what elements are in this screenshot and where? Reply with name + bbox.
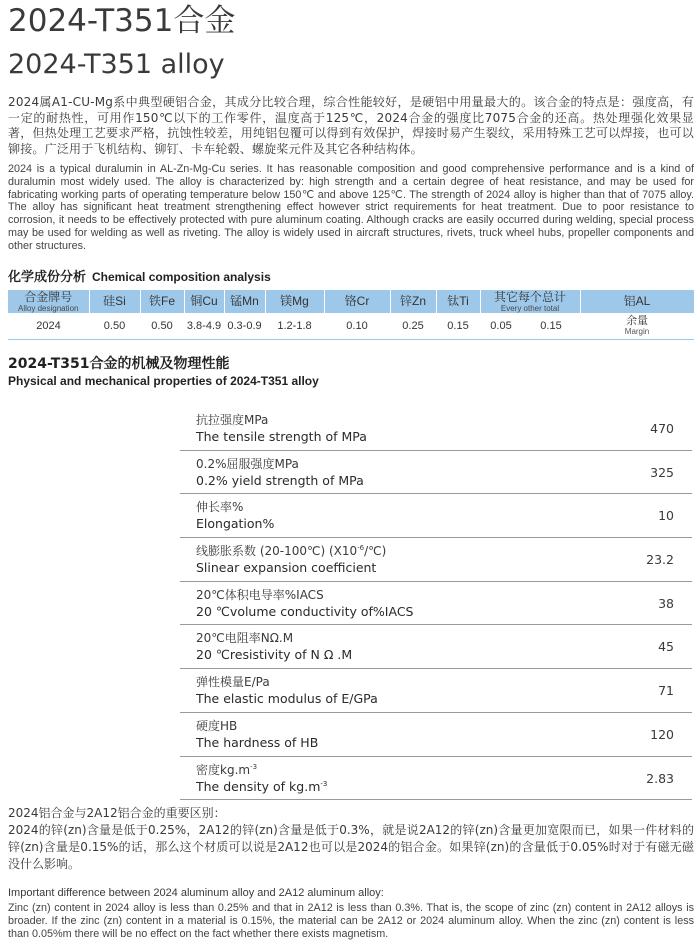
list-item xyxy=(180,407,692,451)
chem-cell-al-en: Margin xyxy=(624,327,650,336)
mech-title-en: Physical and mechanical properties of 2024-T351 alloy xyxy=(8,374,319,388)
prop-value: 325 xyxy=(650,464,674,480)
chem-header-mn: 锰Mn xyxy=(224,290,265,313)
list-item xyxy=(180,538,692,582)
prop-label-en: 20 ℃volume conductivity of%IACS xyxy=(196,603,414,619)
chem-header-other-cn: 其它每个总计 xyxy=(494,289,567,304)
prop-label-cn-main: 线膨胀系数 (20-100℃) (X10 xyxy=(196,544,358,559)
prop-label-en: 20 ℃resistivity of N Ω .M xyxy=(196,647,353,663)
chem-header-alloy xyxy=(8,290,89,313)
prop-label-en: Elongation% xyxy=(196,516,275,532)
prop-label-en xyxy=(196,779,327,794)
chem-cell-al-cn: 余量 xyxy=(626,315,649,327)
chem-cell-alloy: 2024 xyxy=(8,313,89,340)
prop-label-cn: 0.2%屈服强度MPa xyxy=(196,456,299,471)
prop-value: 38 xyxy=(658,595,674,611)
mech-title-cn: 2024-T351合金的机械及物理性能 xyxy=(8,356,230,372)
chem-cell-si: 0.50 xyxy=(89,313,140,340)
prop-label-cn-main: 密度kg.m xyxy=(196,762,251,777)
chem-section-title xyxy=(8,266,271,285)
page-title-en: 2024-T351 alloy xyxy=(8,49,225,80)
prop-label-cn-exponent: -6 xyxy=(357,544,365,553)
difference-title-en: Important difference between 2024 aluminum alloy and 2A12 aluminum alloy: xyxy=(8,887,384,899)
chem-header-alloy-cn: 合金牌号 xyxy=(24,289,73,304)
list-item xyxy=(180,582,692,626)
chem-header-cu: 铜Cu xyxy=(184,290,224,313)
chem-header-mg: 镁Mg xyxy=(265,290,324,313)
prop-value: 45 xyxy=(658,639,674,655)
chem-header-zn: 锌Zn xyxy=(390,290,436,313)
page-title-cn: 2024-T351合金 xyxy=(8,3,236,39)
chem-cell-fe: 0.50 xyxy=(140,313,184,340)
chem-header-alloy-en: Alloy designation xyxy=(18,303,79,313)
prop-value: 470 xyxy=(650,421,674,436)
chem-header-ti: 钛Ti xyxy=(436,290,480,313)
chem-header-fe: 铁Fe xyxy=(140,290,184,313)
chem-header-si: 硅Si xyxy=(89,290,140,313)
chem-header-other-en: Every other total xyxy=(500,303,560,313)
chem-cell-other-each: 0.05 xyxy=(480,313,522,340)
chem-cell-mn: 0.3-0.9 xyxy=(224,313,265,340)
chem-header-other xyxy=(480,290,580,313)
prop-label-en-exponent: -3 xyxy=(320,779,328,788)
table-row xyxy=(8,313,694,340)
list-item xyxy=(180,669,692,713)
difference-title-cn: 2024铝合金与2A12铝合金的重要区别： xyxy=(8,806,226,820)
chem-header-al: 铝AL xyxy=(580,290,694,313)
list-item xyxy=(180,451,692,495)
chem-title-cn: 化学成份分析 xyxy=(8,270,87,285)
intro-paragraph-en: 2024 is a typical duralumin in AL-Zn-Mg-Cu series. It has reasonable composition and good comprehensive performance and is a kind of duralumin most widely used. The alloy is characterized by: high strength and a certain degree of heat resistance, and may be used for fabricating working parts of operating temperature below 150℃ and above 125℃. The strength of 2024 alloy is higher than that of 7075 alloy. The alloy has significant heat treatment strengthening effect however strict requirements for heat treatment. Due to poor resistance to corrosion, it needs to be effectively protected with pure aluminum coating. Although cracks are easily occurred during welding, special process may be used for welding as well as riveting. The alloy is widely used in aircraft structures, rivets, truck wheel hubs, propeller components and other structures. xyxy=(8,163,694,252)
prop-value: 71 xyxy=(658,683,674,699)
prop-label-en: The elastic modulus of E/GPa xyxy=(196,691,378,707)
chem-header-cr: 铬Cr xyxy=(324,290,390,313)
prop-label-en: The tensile strength of MPa xyxy=(196,429,367,444)
intro-paragraph-cn: 2024属A1-CU-Mg系中典型硬铝合金，其成分比较合理，综合性能较好，是硬铝中用量最大的。该合金的特点是：强度高，有一定的耐热性，可用作150℃以下的工作零件，温度高于125℃，2024合金的强度比7075合金的还高。热处理强化效果显著，但热处理工艺要求严格，抗蚀性较差，用纯铝包覆可以得到有效保护，焊接时易产生裂纹，采用特殊工艺可以焊接，也可以铆接。广泛用于飞机结构、铆钉、卡车轮毂、螺旋桨元件及其它各种结构体。 xyxy=(8,95,694,156)
prop-label-en: Slinear expansion coefficient xyxy=(196,560,377,576)
chem-cell-cr: 0.10 xyxy=(324,313,390,340)
prop-label-cn: 伸长率% xyxy=(196,500,244,515)
chem-cell-other-total: 0.15 xyxy=(522,313,580,340)
difference-body-en: Zinc (zn) content in 2024 alloy is less than 0.25% and that in 2A12 is less than 0.3%. That is, the scope of zinc (zn) content in 2A12 alloys is broader. If the zinc (zn) content in a material is 0.15%, the material can be 2A12 or 2024 aluminum alloy. When the zinc (zn) content is less than 0.05%m there will be no effect on the fact whether there exists magnetism. xyxy=(8,902,694,940)
chem-cell-zn: 0.25 xyxy=(390,313,436,340)
prop-label-cn xyxy=(196,761,257,778)
prop-label-cn: 20℃体积电导率%IACS xyxy=(196,587,324,602)
prop-label-cn: 弹性模量E/Pa xyxy=(196,675,270,690)
chem-cell-al xyxy=(580,313,694,340)
chem-cell-ti: 0.15 xyxy=(436,313,480,340)
chem-header-row xyxy=(8,290,694,313)
list-item xyxy=(180,494,692,538)
prop-label-cn-exponent: -3 xyxy=(250,762,258,771)
prop-label-en: 0.2% yield strength of MPa xyxy=(196,472,364,488)
prop-value: 2.83 xyxy=(646,770,674,786)
prop-label-en-main: The density of kg.m xyxy=(196,778,321,794)
list-item xyxy=(180,757,692,801)
prop-value: 10 xyxy=(658,508,674,524)
list-item xyxy=(180,625,692,669)
prop-label-cn-tail: /℃) xyxy=(364,544,387,559)
prop-label-cn xyxy=(196,542,386,559)
prop-value: 23.2 xyxy=(646,552,674,568)
prop-label-en: The hardness of HB xyxy=(196,734,319,750)
list-item xyxy=(180,713,692,757)
prop-label-cn: 硬度HB xyxy=(196,718,238,733)
chem-composition-table xyxy=(8,290,695,340)
prop-label-cn: 20℃电阻率NΩ.M xyxy=(196,631,294,646)
chem-cell-mg: 1.2-1.8 xyxy=(265,313,324,340)
prop-value: 120 xyxy=(650,726,674,742)
difference-body-cn: 2024的锌(zn)含量是低于0.25%，2A12的锌(zn)含量是低于0.3%，就是说2A12的锌(zn)含量更加宽限而已，如果一件材料的锌(zn)含量是0.15%的话，那么这个材质可以说是2A12也可以是2024的铝合金。如果锌(zn)的含量低于0.05%时对于有磁无磁没什么影响。 xyxy=(8,823,694,871)
prop-label-cn: 抗拉强度MPa xyxy=(196,413,269,427)
properties-list xyxy=(180,407,692,800)
chem-title-en: Chemical composition analysis xyxy=(92,270,271,284)
chem-cell-cu: 3.8-4.9 xyxy=(184,313,224,340)
